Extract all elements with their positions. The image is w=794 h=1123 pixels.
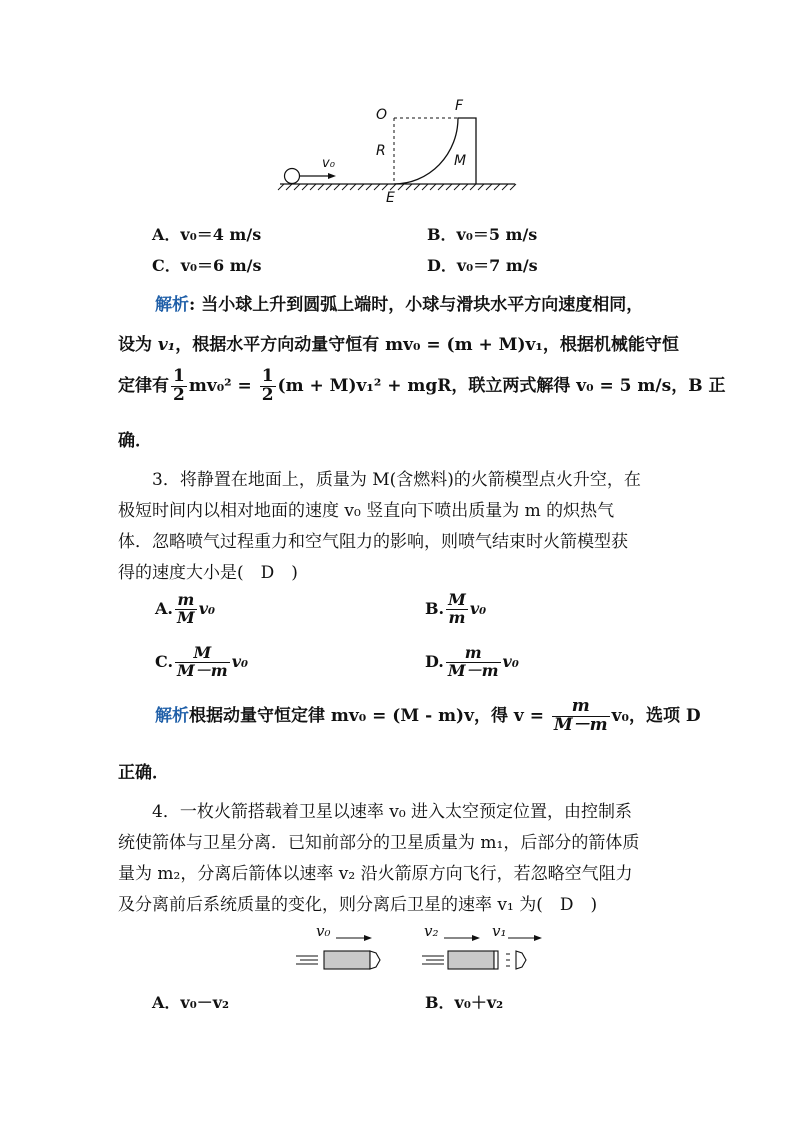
q3-stem-line2: 极短时间内以相对地面的速度 v₀ 竖直向下喷出质量为 m 的炽热气	[118, 501, 615, 521]
q2-solution-line4: 确．	[118, 431, 152, 451]
figure-rocket	[288, 920, 548, 976]
frac-num: m	[446, 645, 501, 663]
q2-solution-text3b: mv₀² =	[188, 375, 258, 396]
q3-stem-line4: 得的速度大小是( D )	[118, 563, 298, 583]
solution-label: 解析	[155, 295, 189, 315]
frac-den: M－m	[553, 714, 608, 735]
q3-solution-line2: 正确．	[118, 763, 169, 783]
frac-den: M	[176, 607, 195, 627]
q4-stem-line1: 4．一枚火箭搭载着卫星以速率 v₀ 进入太空预定位置，由控制系	[152, 802, 633, 822]
q4-stem-line3: 量为 m₂，分离后箭体以速率 v₂ 沿火箭原方向飞行，若忽略空气阻力	[118, 864, 633, 884]
q3-option-d-tail: v₀	[502, 651, 519, 671]
frac-den: M－m	[177, 660, 228, 680]
label-F: F	[455, 98, 464, 114]
q3-option-b-frac	[446, 592, 468, 627]
label-E: E	[386, 190, 395, 206]
frac-num: M	[175, 645, 230, 663]
q2-solution-v1: v₁	[157, 335, 176, 355]
q4-stem-line2: 统使箭体与卫星分离．已知前部分的卫星质量为 m₁，后部分的箭体质	[118, 833, 640, 853]
ball	[285, 169, 300, 184]
q4-stem-line4: 及分离前后系统质量的变化，则分离后卫星的速率 v₁ 为( D )	[118, 895, 598, 915]
rocket-body-separated	[448, 951, 494, 969]
q3-stem-line1: 3．将静置在地面上，质量为 M(含燃料)的火箭模型点火升空，在	[152, 470, 641, 490]
label-R: R	[376, 143, 386, 159]
q3-option-c-frac	[175, 645, 230, 680]
q3-solution-line1	[155, 698, 701, 735]
q3-option-a-frac	[175, 592, 197, 627]
q3-solution-text-a: 根据动量守恒定律 mv₀ = (M - m)v，得 v =	[189, 705, 550, 726]
q3-solution-frac	[552, 698, 610, 735]
q3-option-d-label: D.	[425, 651, 444, 671]
q3-stem-line3: 体．忽略喷气过程重力和空气阻力的影响，则喷气结束时火箭模型获	[118, 532, 628, 552]
q3-option-c	[155, 645, 248, 680]
q3-option-d	[425, 645, 519, 680]
q4-option-a: A．v₀－v₂	[152, 993, 230, 1012]
label-M: M	[454, 153, 467, 169]
q4-option-b: B．v₀＋v₂	[425, 993, 504, 1012]
label-O: O	[376, 107, 388, 123]
frac-den: 2	[261, 384, 274, 405]
q2-solution-text2b: ，根据水平方向动量守恒有 mv₀ = (m + M)v₁，根据机械能守恒	[175, 335, 679, 355]
slider-block	[394, 118, 476, 184]
satellite	[516, 951, 526, 969]
rocket-body	[324, 951, 370, 969]
q3-option-a-label: A.	[155, 598, 173, 618]
fraction-half-2	[260, 368, 276, 405]
figure-ramp	[270, 98, 530, 210]
ramp-diagram	[270, 98, 530, 210]
frac-den: M－m	[447, 660, 499, 680]
q2-option-d: D．v₀＝7 m/s	[427, 256, 538, 275]
q3-option-d-frac	[446, 645, 501, 680]
frac-num: m	[552, 698, 610, 717]
q3-option-b-label: B.	[425, 598, 445, 618]
q3-option-b-tail: v₀	[469, 598, 487, 618]
label-v0: v₀	[322, 156, 335, 171]
q2-solution-line1	[155, 290, 643, 315]
q2-solution-line2	[118, 330, 679, 355]
frac-den: 2	[173, 384, 185, 405]
solution-label: 解析	[155, 705, 189, 726]
q2-solution-text1: : 当小球上升到圆弧上端时，小球与滑块水平方向速度相同，	[189, 295, 644, 315]
q2-solution-text3a: 定律有	[118, 375, 169, 396]
q3-option-a-tail: v₀	[198, 598, 216, 618]
frac-num: 1	[261, 366, 274, 386]
q3-option-b	[425, 592, 486, 627]
q2-option-a: A．v₀＝4 m/s	[152, 225, 262, 244]
q2-option-c: C．v₀＝6 m/s	[152, 256, 262, 275]
frac-num: m	[175, 592, 197, 610]
q3-option-a	[155, 592, 215, 627]
fig-label-v0: v₀	[316, 922, 331, 940]
q3-option-c-label: C.	[155, 651, 174, 671]
q3-option-c-tail: v₀	[231, 651, 248, 671]
fig-label-v1: v₁	[492, 922, 507, 940]
frac-num: M	[448, 590, 466, 609]
q2-solution-line3	[118, 368, 725, 405]
q2-solution-text3c: (m + M)v₁² + mgR，联立两式解得 v₀ = 5 m/s，B 正	[277, 375, 726, 396]
frac-num: 1	[173, 366, 185, 386]
fraction-half-1	[171, 368, 187, 405]
q3-solution-text-b: v₀，选项 D	[611, 705, 701, 726]
q2-option-b: B．v₀＝5 m/s	[427, 225, 538, 244]
fig-label-v2: v₂	[424, 922, 439, 940]
q2-solution-text2a: 设为	[118, 335, 158, 355]
frac-den: m	[448, 607, 466, 627]
